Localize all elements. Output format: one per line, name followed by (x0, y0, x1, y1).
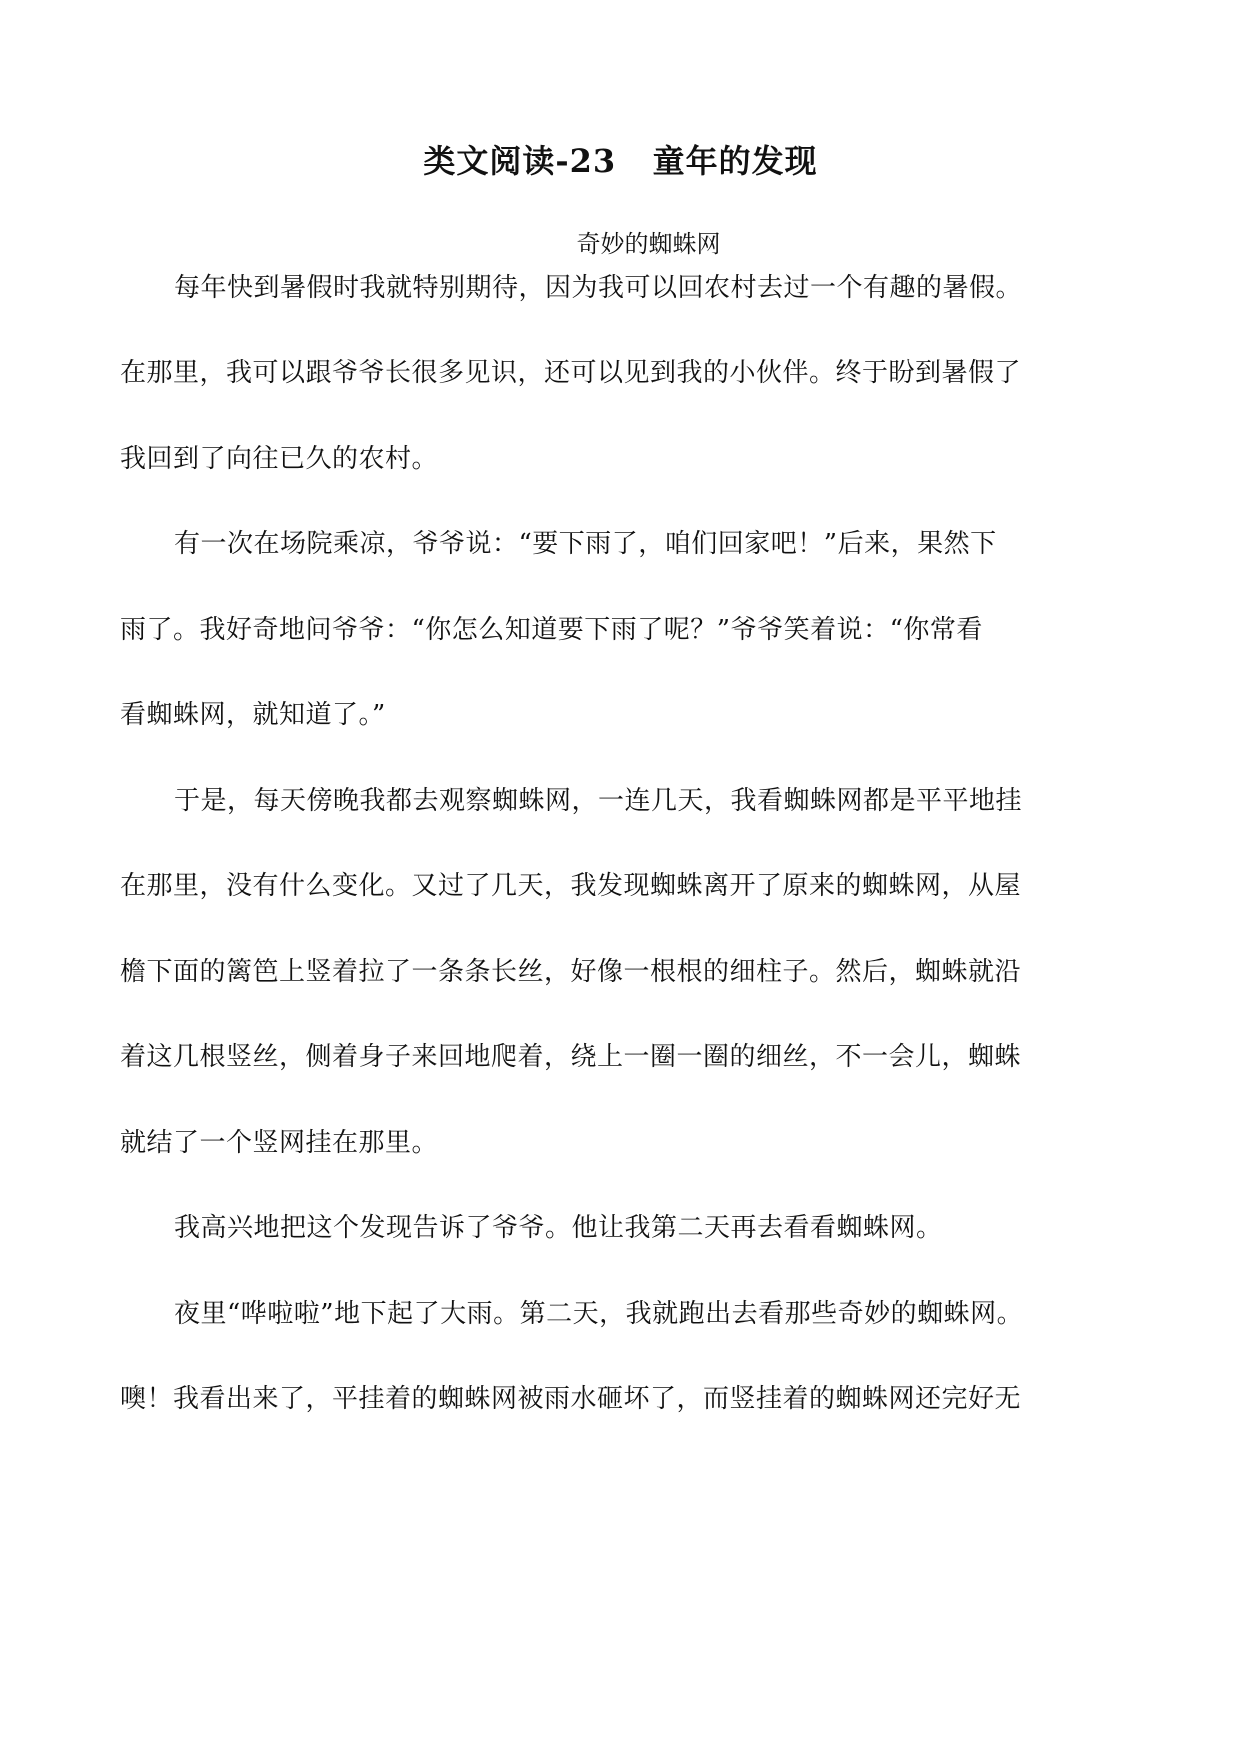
text-line: 看蜘蛛网，就知道了。” (120, 700, 386, 730)
article-title: 奇妙的蜘蛛网 (576, 230, 721, 258)
text-line: 就结了一个竖网挂在那里。 (120, 1128, 439, 1158)
text-line: 雨了。我好奇地问爷爷：“你怎么知道要下雨了呢？”爷爷笑着说：“你常看 (120, 615, 983, 645)
text-line: 于是，每天傍晚我都去观察蜘蛛网，一连几天，我看蜘蛛网都是平平地挂 (174, 786, 1023, 816)
text-line: 有一次在场院乘凉，爷爷说：“要下雨了，咱们回家吧！”后来，果然下 (174, 529, 997, 559)
text-line: 檐下面的篱笆上竖着拉了一条条长丝，好像一根根的细柱子。然后，蜘蛛就沿 (120, 957, 1022, 987)
text-line: 夜里“哗啦啦”地下起了大雨。第二天，我就跑出去看那些奇妙的蜘蛛网。 (174, 1299, 1024, 1329)
text-line: 在那里，没有什么变化。又过了几天，我发现蜘蛛离开了原来的蜘蛛网，从屋 (120, 871, 1022, 901)
text-line: 在那里，我可以跟爷爷长很多见识，还可以见到我的小伙伴。终于盼到暑假了 (120, 358, 1022, 388)
text-line: 我回到了向往已久的农村。 (120, 444, 439, 474)
text-line: 着这几根竖丝，侧着身子来回地爬着，绕上一圈一圈的细丝，不一会儿，蜘蛛 (120, 1042, 1022, 1072)
page-title: 类文阅读-23 童年的发现 (423, 142, 818, 180)
text-line: 每年快到暑假时我就特别期待，因为我可以回农村去过一个有趣的暑假。 (174, 273, 1023, 303)
text-line: 噢！我看出来了，平挂着的蜘蛛网被雨水砸坏了，而竖挂着的蜘蛛网还完好无 (120, 1384, 1022, 1414)
text-line: 我高兴地把这个发现告诉了爷爷。他让我第二天再去看看蜘蛛网。 (174, 1213, 943, 1243)
